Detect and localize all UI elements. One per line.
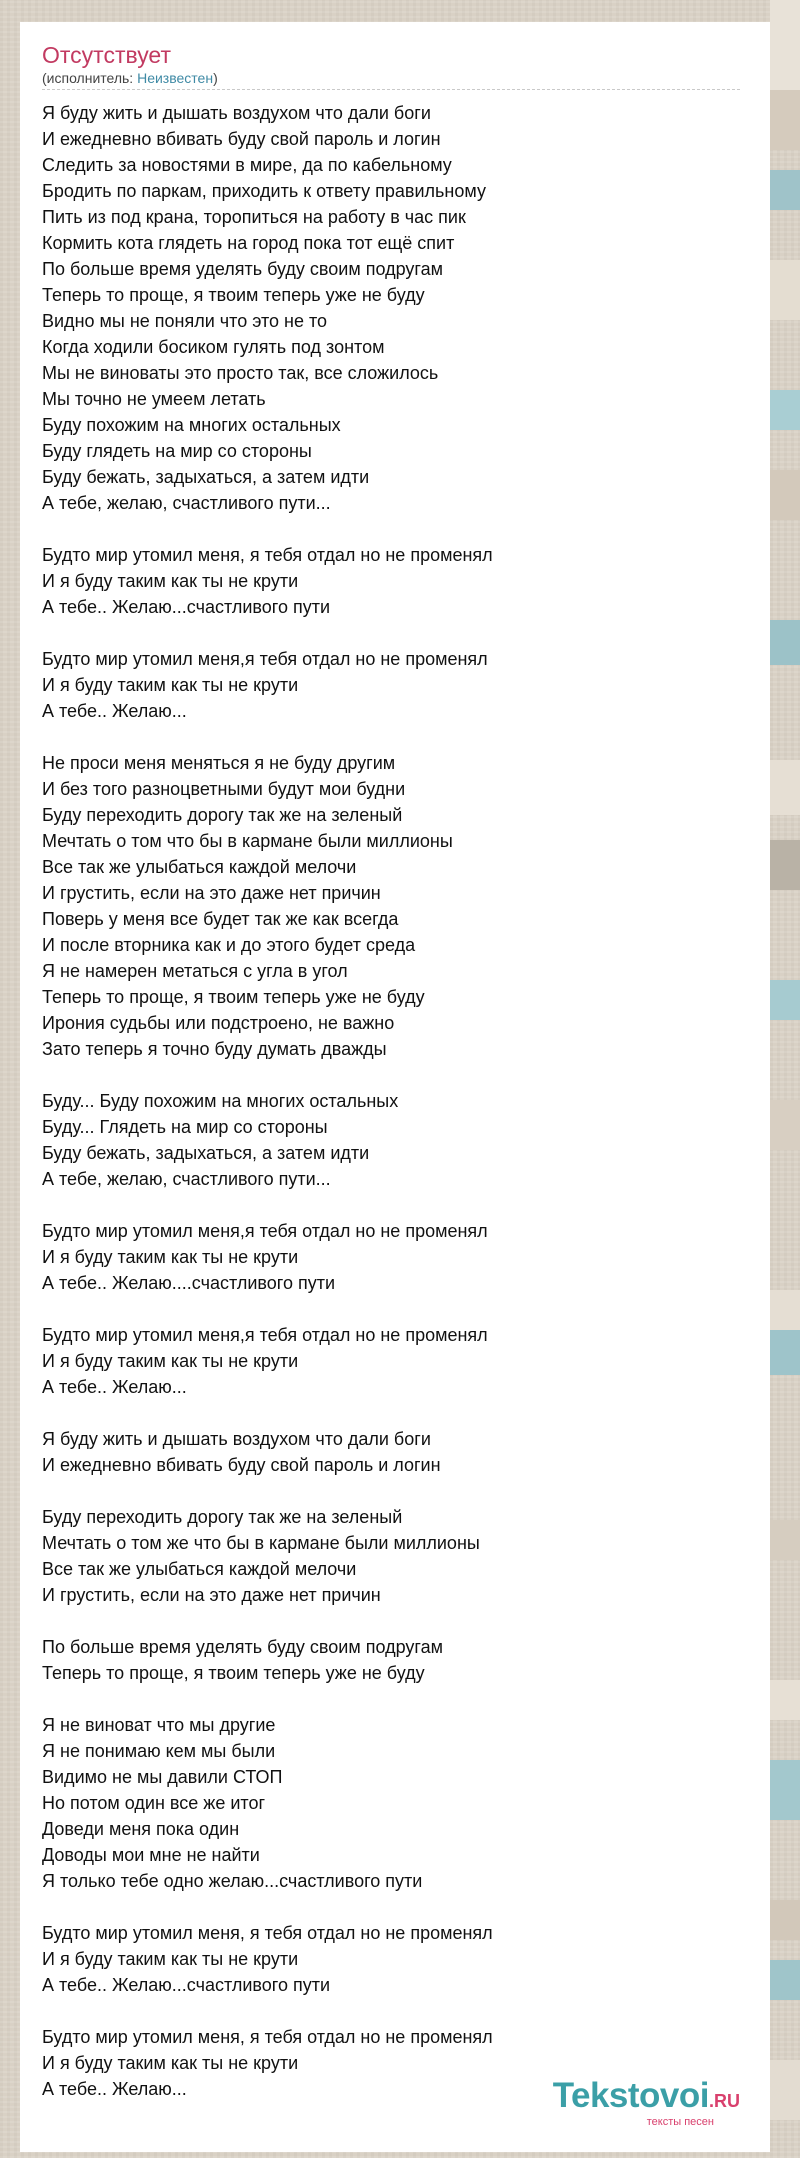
lyrics-body bbox=[42, 100, 748, 2102]
lyric-line: Будто мир утомил меня,я тебя отдал но не променял bbox=[42, 1221, 488, 1241]
lyric-line: И без того разноцветными будут мои будни bbox=[42, 779, 406, 799]
lyric-line: И грустить, если на это даже нет причин bbox=[42, 1585, 381, 1605]
lyric-line: По больше время уделять буду своим подругам bbox=[42, 259, 443, 279]
decorative-stripe bbox=[770, 760, 800, 815]
lyrics-stanza bbox=[42, 1712, 748, 1894]
lyric-line: Ирония судьбы или подстроено, не важно bbox=[42, 1013, 395, 1033]
lyric-line: И я буду таким как ты не крути bbox=[42, 675, 299, 695]
lyric-line: Не проси меня меняться я не буду другим bbox=[42, 753, 396, 773]
logo-tld: .RU bbox=[709, 2091, 740, 2111]
decorative-stripe bbox=[770, 170, 800, 210]
decorative-stripe bbox=[770, 1760, 800, 1820]
logo-tagline: тексты песен bbox=[646, 2116, 714, 2128]
decorative-stripe bbox=[770, 90, 800, 150]
lyric-line: И я буду таким как ты не крути bbox=[42, 1351, 299, 1371]
decorative-stripe bbox=[770, 390, 800, 430]
decorative-stripe bbox=[770, 620, 800, 665]
lyric-line: А тебе.. Желаю...счастливого пути bbox=[42, 597, 330, 617]
lyric-line: Буду... Буду похожим на многих остальных bbox=[42, 1091, 399, 1111]
lyrics-stanza bbox=[42, 750, 748, 1062]
lyric-line: Я буду жить и дышать воздухом что дали боги bbox=[42, 103, 431, 123]
performer-suffix: ) bbox=[213, 70, 218, 86]
decorative-stripe bbox=[770, 260, 800, 320]
decorative-stripe bbox=[770, 1960, 800, 2000]
lyric-line: Мы точно не умеем летать bbox=[42, 389, 266, 409]
decorative-stripe bbox=[770, 980, 800, 1020]
decorative-stripe bbox=[770, 1330, 800, 1375]
lyric-line: А тебе.. Желаю... bbox=[42, 2079, 187, 2099]
lyrics-stanza bbox=[42, 1634, 748, 1686]
lyric-line: Доведи меня пока один bbox=[42, 1819, 240, 1839]
lyric-line: И я буду таким как ты не крути bbox=[42, 571, 299, 591]
lyric-line: Я только тебе одно желаю...счастливого пути bbox=[42, 1871, 423, 1891]
lyric-line: И я буду таким как ты не крути bbox=[42, 2053, 299, 2073]
decorative-stripe bbox=[770, 470, 800, 520]
lyrics-stanza bbox=[42, 646, 748, 724]
performer-line bbox=[42, 69, 748, 87]
title-divider bbox=[42, 89, 740, 90]
lyric-line: Мечтать о том что бы в кармане были миллионы bbox=[42, 831, 453, 851]
song-title: Отсутствует bbox=[42, 42, 171, 68]
lyric-line: Будто мир утомил меня, я тебя отдал но не променял bbox=[42, 1923, 493, 1943]
lyric-line: Бродить по паркам, приходить к ответу правильному bbox=[42, 181, 486, 201]
lyric-line: Но потом один все же итог bbox=[42, 1793, 266, 1813]
lyric-line: Будто мир утомил меня, я тебя отдал но не променял bbox=[42, 2027, 493, 2047]
lyric-line: Буду бежать, задыхаться, а затем идти bbox=[42, 1143, 370, 1163]
lyric-line: А тебе.. Желаю....счастливого пути bbox=[42, 1273, 336, 1293]
lyric-line: Буду глядеть на мир со стороны bbox=[42, 441, 312, 461]
lyrics-stanza bbox=[42, 1218, 748, 1296]
lyric-line: И после вторника как и до этого будет среда bbox=[42, 935, 416, 955]
lyric-line: Когда ходили босиком гулять под зонтом bbox=[42, 337, 385, 357]
lyric-line: Я не виноват что мы другие bbox=[42, 1715, 276, 1735]
lyrics-stanza bbox=[42, 1322, 748, 1400]
lyric-line: Мы не виноваты это просто так, все сложилось bbox=[42, 363, 439, 383]
decorative-stripe bbox=[770, 1900, 800, 1940]
lyrics-stanza bbox=[42, 542, 748, 620]
lyric-line: Все так же улыбаться каждой мелочи bbox=[42, 857, 357, 877]
lyric-line: Следить за новостями в мире, да по кабельному bbox=[42, 155, 452, 175]
lyric-line: А тебе.. Желаю... bbox=[42, 701, 187, 721]
lyric-line: Зато теперь я точно буду думать дважды bbox=[42, 1039, 387, 1059]
lyric-line: Видимо не мы давили СТОП bbox=[42, 1767, 283, 1787]
lyric-line: Буду похожим на многих остальных bbox=[42, 415, 341, 435]
lyrics-stanza bbox=[42, 1504, 748, 1608]
decorative-stripe bbox=[770, 1680, 800, 1720]
lyric-line: И я буду таким как ты не крути bbox=[42, 1247, 299, 1267]
lyrics-card bbox=[20, 22, 770, 2152]
lyric-line: По больше время уделять буду своим подругам bbox=[42, 1637, 443, 1657]
site-logo[interactable] bbox=[552, 2076, 740, 2128]
decorative-stripes bbox=[770, 0, 800, 2158]
lyric-line: Поверь у меня все будет так же как всегда bbox=[42, 909, 399, 929]
lyric-line: Будто мир утомил меня,я тебя отдал но не променял bbox=[42, 1325, 488, 1345]
lyric-line: Буду... Глядеть на мир со стороны bbox=[42, 1117, 328, 1137]
lyric-line: А тебе.. Желаю... bbox=[42, 1377, 187, 1397]
lyric-line: Я не намерен метаться с угла в угол bbox=[42, 961, 348, 981]
lyrics-stanza bbox=[42, 1920, 748, 1998]
lyrics-stanza bbox=[42, 1088, 748, 1192]
lyric-line: И ежедневно вбивать буду свой пароль и логин bbox=[42, 1455, 441, 1475]
lyric-line: Будто мир утомил меня, я тебя отдал но не променял bbox=[42, 545, 493, 565]
decorative-stripe bbox=[770, 1290, 800, 1330]
lyrics-stanza bbox=[42, 1426, 748, 1478]
lyric-line: Теперь то проще, я твоим теперь уже не буду bbox=[42, 285, 425, 305]
lyric-line: А тебе, желаю, счастливого пути... bbox=[42, 1169, 331, 1189]
lyric-line: Пить из под крана, торопиться на работу в час пик bbox=[42, 207, 466, 227]
decorative-stripe bbox=[770, 840, 800, 890]
lyric-line: Теперь то проще, я твоим теперь уже не буду bbox=[42, 1663, 425, 1683]
lyric-line: И грустить, если на это даже нет причин bbox=[42, 883, 381, 903]
performer-prefix: (исполнитель: bbox=[42, 70, 138, 86]
lyric-line: И я буду таким как ты не крути bbox=[42, 1949, 299, 1969]
lyric-line: Буду переходить дорогу так же на зеленый bbox=[42, 805, 403, 825]
lyric-line: Мечтать о том же что бы в кармане были миллионы bbox=[42, 1533, 480, 1553]
lyric-line: Все так же улыбаться каждой мелочи bbox=[42, 1559, 357, 1579]
lyric-line: Теперь то проще, я твоим теперь уже не буду bbox=[42, 987, 425, 1007]
lyric-line: И ежедневно вбивать буду свой пароль и логин bbox=[42, 129, 441, 149]
lyric-line: А тебе, желаю, счастливого пути... bbox=[42, 493, 331, 513]
lyrics-stanza bbox=[42, 100, 748, 516]
performer-link[interactable]: Неизвестен bbox=[137, 70, 214, 86]
lyric-line: Видно мы не поняли что это не то bbox=[42, 311, 328, 331]
lyric-line: Я буду жить и дышать воздухом что дали боги bbox=[42, 1429, 431, 1449]
logo-main-text: Tekstovoi bbox=[552, 2076, 709, 2115]
decorative-stripe bbox=[770, 2060, 800, 2120]
lyric-line: Кормить кота глядеть на город пока тот ещё спит bbox=[42, 233, 455, 253]
lyric-line: Будто мир утомил меня,я тебя отдал но не променял bbox=[42, 649, 488, 669]
decorative-stripe bbox=[770, 1100, 800, 1150]
lyric-line: А тебе.. Желаю...счастливого пути bbox=[42, 1975, 330, 1995]
decorative-stripe bbox=[770, 1520, 800, 1560]
lyric-line: Я не понимаю кем мы были bbox=[42, 1741, 276, 1761]
decorative-stripe bbox=[770, 0, 800, 90]
lyric-line: Буду бежать, задыхаться, а затем идти bbox=[42, 467, 370, 487]
lyric-line: Буду переходить дорогу так же на зеленый bbox=[42, 1507, 403, 1527]
lyric-line: Доводы мои мне не найти bbox=[42, 1845, 260, 1865]
